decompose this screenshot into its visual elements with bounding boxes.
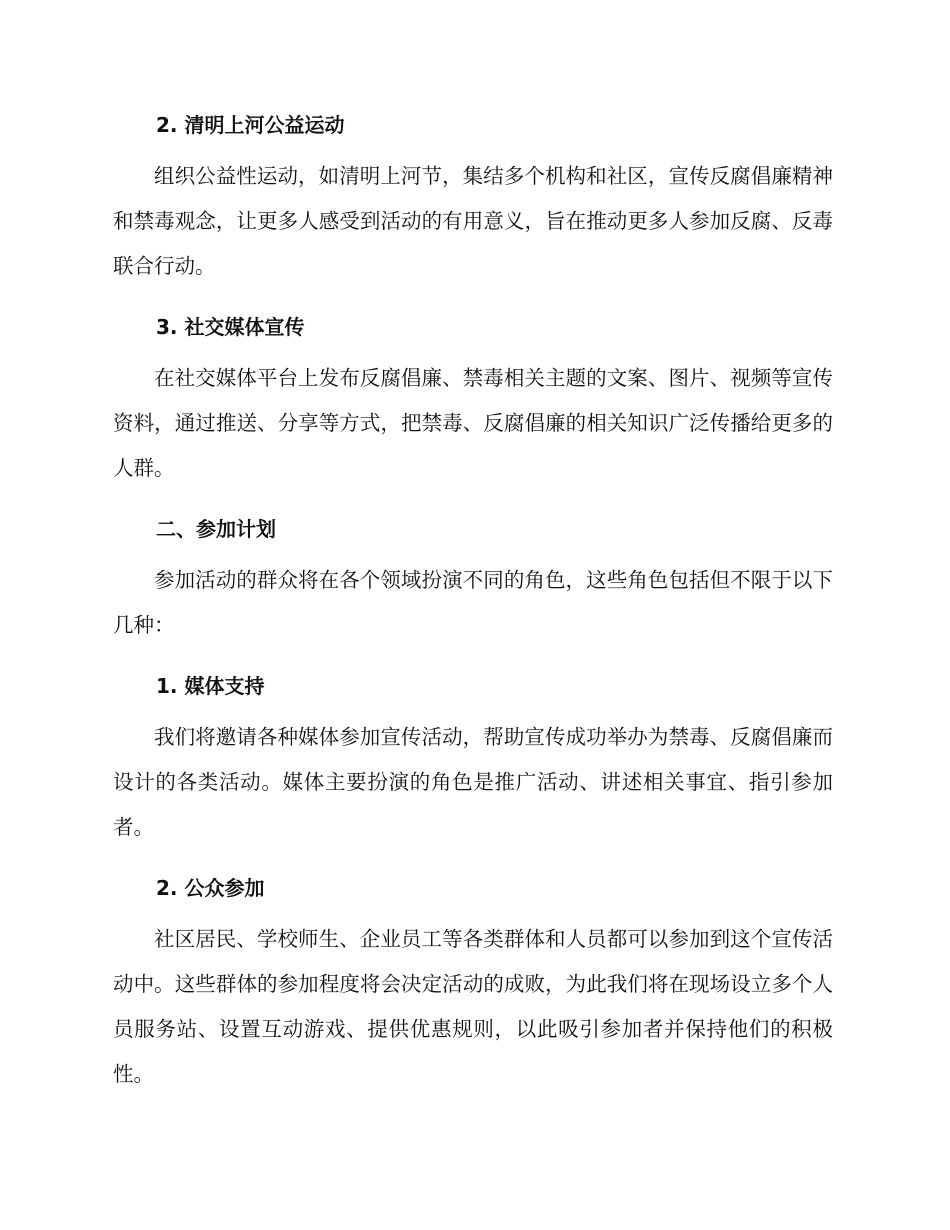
paragraph-qingming: 组织公益性运动，如清明上河节，集结多个机构和社区，宣传反腐倡廉精神和禁毒观念，让更多人感受到活动的有用意义，旨在推动更多人参加反腐、反毒联合行动。 xyxy=(113,164,833,278)
paragraph-social-media: 在社交媒体平台上发布反腐倡廉、禁毒相关主题的文案、图片、视频等宣传资料，通过推送、分享等方式，把禁毒、反腐倡廉的相关知识广泛传播给更多的人群。 xyxy=(113,366,833,480)
section-heading-public-participation: 2. 公众参加 xyxy=(156,876,265,900)
section-heading-media-support: 1. 媒体支持 xyxy=(156,674,265,698)
section-heading-social-media: 3. 社交媒体宣传 xyxy=(156,315,305,339)
section-heading-qingming: 2. 清明上河公益运动 xyxy=(156,113,345,137)
document-page xyxy=(113,110,833,1097)
paragraph-media-support: 我们将邀请各种媒体参加宣传活动，帮助宣传成功举办为禁毒、反腐倡廉而设计的各类活动。媒体主要扮演的角色是推广活动、讲述相关事宜、指引参加者。 xyxy=(113,725,833,839)
section-heading-participation-plan: 二、参加计划 xyxy=(156,517,276,541)
paragraph-public-participation: 社区居民、学校师生、企业员工等各类群体和人员都可以参加到这个宣传活动中。这些群体的参加程度将会决定活动的成败，为此我们将在现场设立多个人员服务站、设置互动游戏、提供优惠规则，以此吸引参加者并保持他们的积极性。 xyxy=(113,927,833,1086)
paragraph-participation-plan: 参加活动的群众将在各个领域扮演不同的角色，这些角色包括但不限于以下几种： xyxy=(113,568,833,637)
